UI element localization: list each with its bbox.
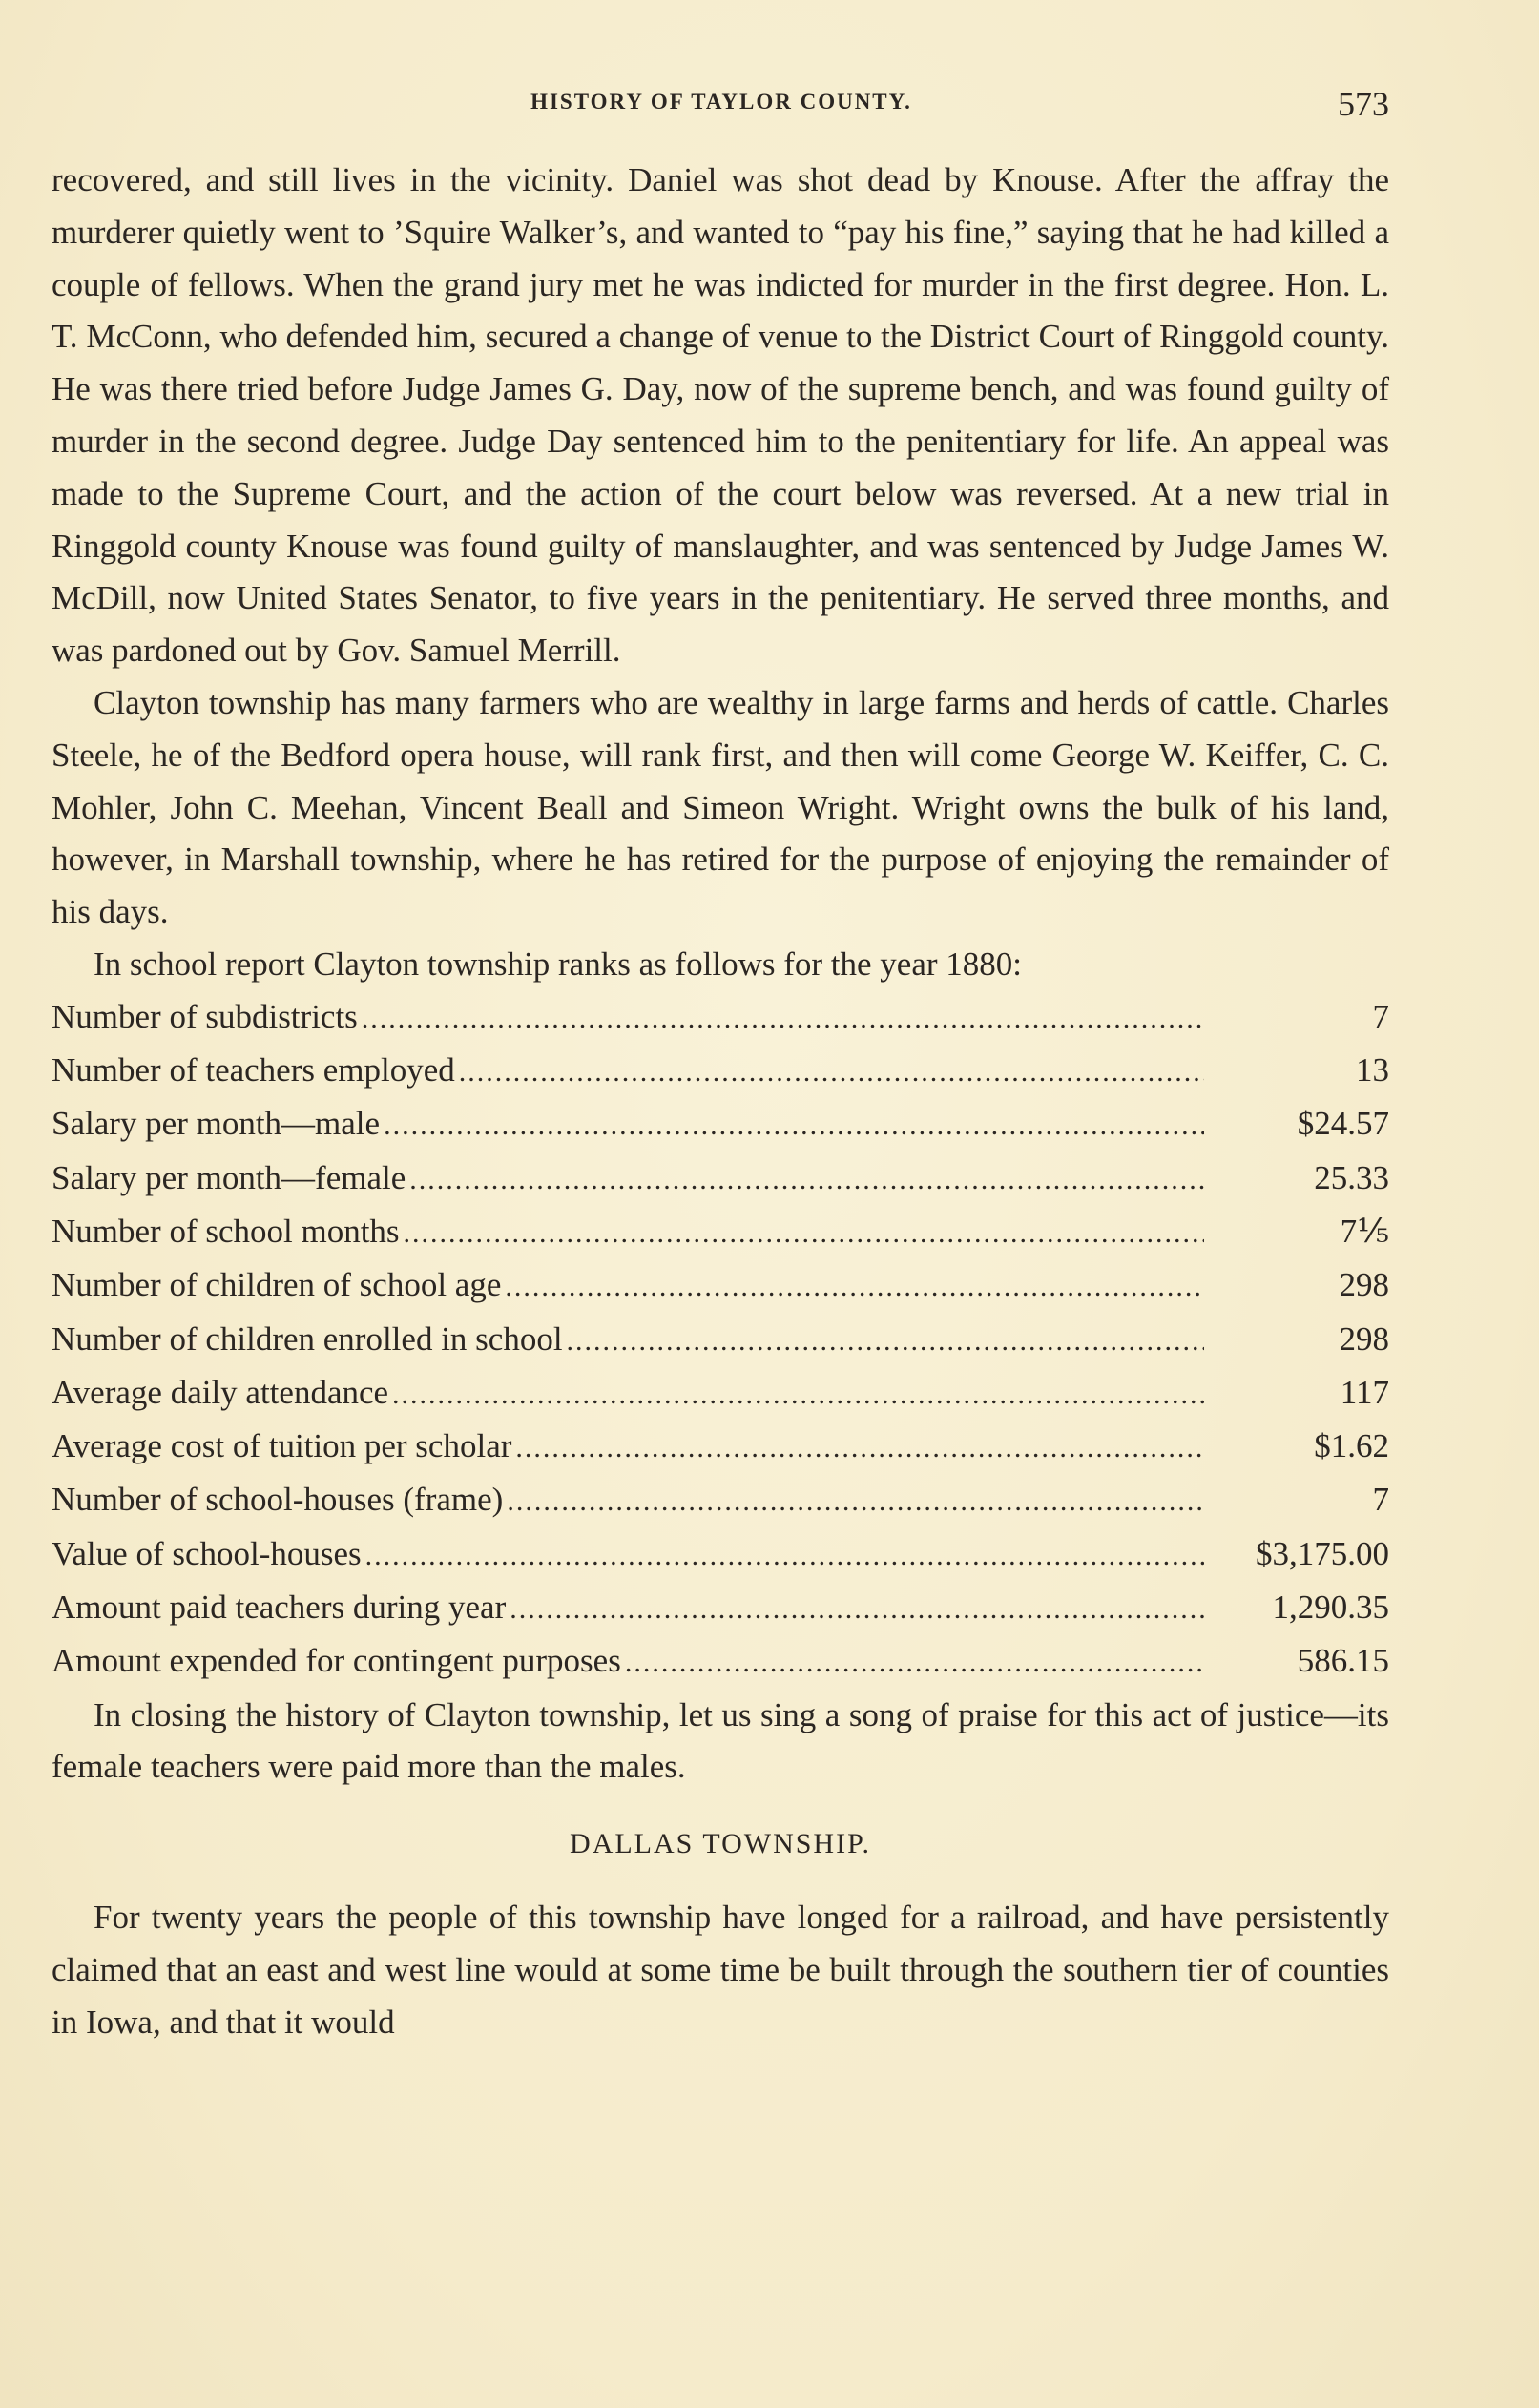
paragraph-knouse-trial: recovered, and still lives in the vicinity. Daniel was shot dead by Knouse. After the affray the murderer quietly went to ’Squire Walker’s, and wanted to “pay his fine,” saying that he had killed a couple of fellows. When the grand jury met he was indicted for murder in the first degree. Hon. L. T. McConn, who defended him, secured a change of venue to the District Court of Ringgold county. He was there tried before Judge James G. Day, now of the supreme bench, and was found guilty of murder in the second degree. Judge Day sentenced him to the penitentiary for life. An appeal was made to the Supreme Court, and the action of the court below was reversed. At a new trial in Ringgold county Knouse was found guilty of manslaughter, and was sentenced by Judge James W. McDill, now United States Senator, to five years in the penitentiary. He served three months, and was pardoned out by Gov. Samuel Merrill. [52, 161, 1389, 670]
table-row [52, 1421, 1389, 1474]
school-report-table [52, 991, 1389, 1690]
report-value: 1,290.35 [1272, 1588, 1389, 1627]
paragraph-school-report-intro: In school report Clayton township ranks as follows for the year 1880: [94, 945, 1023, 983]
report-value: $24.57 [1297, 1105, 1389, 1143]
report-label: Salary per month—male [52, 1105, 381, 1143]
dot-leader [507, 1476, 1204, 1528]
page-header [53, 84, 1389, 122]
dot-leader [510, 1584, 1204, 1636]
report-label: Amount expended for contingent purposes [52, 1642, 621, 1680]
report-value: 7⅕ [1340, 1212, 1389, 1250]
table-row [52, 1474, 1389, 1527]
body-text [52, 155, 1389, 2048]
report-value: 298 [1339, 1266, 1389, 1304]
report-label: Number of school months [52, 1212, 400, 1250]
dot-leader [515, 1422, 1204, 1475]
report-value: 7 [1372, 997, 1389, 1035]
table-row [52, 1206, 1389, 1259]
report-label: Number of children enrolled in school [52, 1319, 563, 1358]
paragraph-closing-clayton: In closing the history of Clayton township, let us sing a song of praise for this act of justice—its female teachers were paid more than the males. [52, 1695, 1389, 1786]
report-value: 7 [1372, 1481, 1389, 1519]
table-row [52, 991, 1389, 1045]
paragraph-clayton-farmers: Clayton township has many farmers who are wealthy in large farms and herds of cattle. Charles Steele, he of the Bedford opera house, will rank first, and then will come George W. Keiffer, C. C. Mohler, John C. Meehan, Vincent Beall and Simeon Wright. Wright owns the bulk of his land, however, in Marshall township, where he has retired for the purpose of enjoying the remainder of his days. [52, 683, 1389, 931]
report-label: Number of children of school age [52, 1266, 502, 1304]
section-heading: DALLAS TOWNSHIP. [570, 1828, 871, 1860]
report-value: 13 [1356, 1051, 1389, 1090]
report-label: Number of school-houses (frame) [52, 1481, 504, 1519]
table-row [52, 1045, 1389, 1098]
dot-leader [505, 1261, 1204, 1314]
dot-leader [459, 1047, 1204, 1099]
dot-leader [567, 1316, 1204, 1368]
report-label: Number of subdistricts [52, 997, 358, 1035]
dot-leader [384, 1100, 1204, 1152]
report-label: Average daily attendance [52, 1373, 389, 1411]
dot-leader [625, 1637, 1204, 1690]
report-value: $3,175.00 [1256, 1534, 1389, 1572]
table-row [52, 1635, 1389, 1689]
dot-leader [392, 1369, 1204, 1422]
dot-leader [362, 993, 1204, 1046]
report-value: 298 [1339, 1319, 1389, 1358]
table-row [52, 1582, 1389, 1635]
report-label: Average cost of tuition per scholar [52, 1427, 512, 1465]
table-row [52, 1152, 1389, 1206]
paragraph-dallas-railroad: For twenty years the people of this township have longed for a railroad, and have persistently claimed that an east and west line would at some time be built through the southern tier of counties in Iowa, and that it would [52, 1899, 1389, 2041]
report-label: Salary per month—female [52, 1158, 406, 1196]
report-value: 117 [1340, 1373, 1389, 1411]
table-row [52, 1259, 1389, 1313]
page-number: 573 [1338, 85, 1389, 123]
table-row [52, 1528, 1389, 1582]
dot-leader [404, 1208, 1204, 1260]
report-value: 586.15 [1297, 1642, 1389, 1680]
report-value: $1.62 [1314, 1427, 1389, 1465]
table-row [52, 1367, 1389, 1421]
running-head: HISTORY OF TAYLOR COUNTY. [530, 90, 912, 114]
report-label: Value of school-houses [52, 1534, 362, 1572]
report-value: 25.33 [1314, 1158, 1389, 1196]
table-row [52, 1314, 1389, 1367]
table-row [52, 1098, 1389, 1152]
dot-leader [409, 1154, 1204, 1207]
report-label: Number of teachers employed [52, 1051, 455, 1090]
report-label: Amount paid teachers during year [52, 1588, 507, 1627]
dot-leader [365, 1530, 1204, 1583]
